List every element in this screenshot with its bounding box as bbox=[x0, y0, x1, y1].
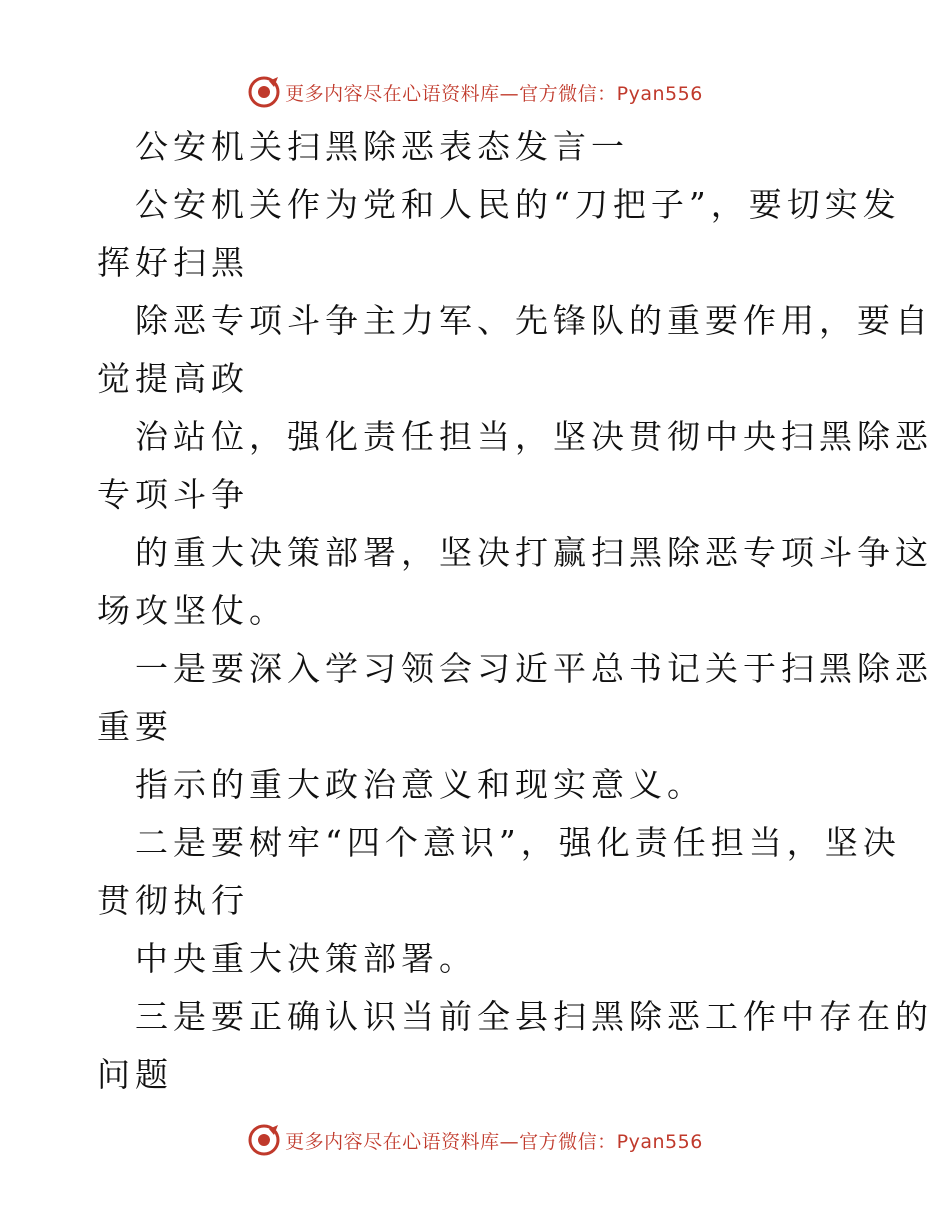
doc-line: 觉提高政 bbox=[97, 359, 249, 398]
doc-line: 公安机关扫黑除恶表态发言一 bbox=[135, 127, 629, 166]
logo-icon bbox=[247, 1123, 281, 1157]
doc-line: 三是要正确认识当前全县扫黑除恶工作中存在的 bbox=[135, 997, 933, 1036]
logo-icon bbox=[247, 75, 281, 109]
footer-watermark-text: 更多内容尽在心语资料库—官方微信：Pyan556 bbox=[285, 1130, 703, 1153]
doc-line: 场攻坚仗。 bbox=[97, 591, 287, 630]
doc-line: 专项斗争 bbox=[97, 475, 249, 514]
doc-line: 指示的重大政治意义和现实意义。 bbox=[135, 765, 705, 804]
header-watermark-text: 更多内容尽在心语资料库—官方微信：Pyan556 bbox=[285, 82, 703, 105]
doc-line: 挥好扫黑 bbox=[97, 243, 249, 282]
doc-line: 中央重大决策部署。 bbox=[135, 939, 477, 978]
footer-watermark bbox=[0, 1120, 950, 1160]
doc-line: 除恶专项斗争主力军、先锋队的重要作用，要自 bbox=[135, 301, 933, 340]
doc-line: 问题 bbox=[97, 1055, 173, 1094]
doc-line: 二是要树牢“四个意识”，强化责任担当，坚决 bbox=[135, 823, 901, 862]
document-body bbox=[97, 118, 933, 1104]
header-watermark bbox=[0, 72, 950, 112]
doc-line: 重要 bbox=[97, 707, 173, 746]
doc-line: 的重大决策部署，坚决打赢扫黑除恶专项斗争这 bbox=[135, 533, 933, 572]
doc-line: 一是要深入学习领会习近平总书记关于扫黑除恶 bbox=[135, 649, 933, 688]
doc-line: 贯彻执行 bbox=[97, 881, 249, 920]
doc-line: 治站位，强化责任担当，坚决贯彻中央扫黑除恶 bbox=[135, 417, 933, 456]
doc-line: 公安机关作为党和人民的“刀把子”，要切实发 bbox=[135, 185, 901, 224]
